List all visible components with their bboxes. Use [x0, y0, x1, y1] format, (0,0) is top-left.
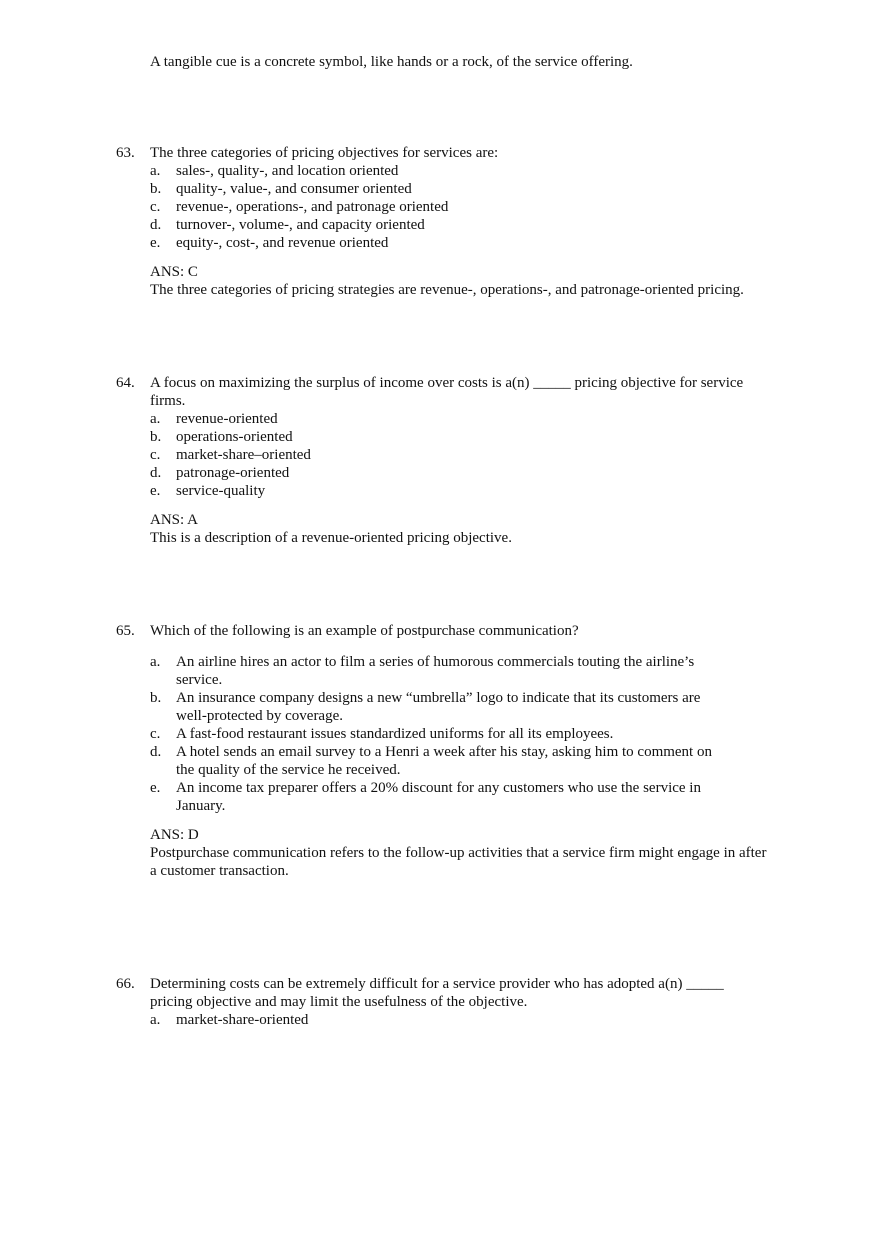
- option-a: [150, 162, 816, 180]
- option-c: [150, 446, 816, 464]
- option-text: quality-, value-, and consumer oriented: [176, 181, 412, 197]
- option-text: revenue-oriented: [176, 411, 278, 427]
- answer-explanation: [150, 281, 816, 299]
- option-letter: e.: [150, 483, 161, 499]
- question-number: 63.: [116, 145, 135, 161]
- answer-key: ANS: C: [150, 264, 198, 280]
- option-text: An airline hires an actor to film a series of humorous commercials touting the airline’s: [176, 654, 695, 670]
- option-letter: c.: [150, 199, 161, 215]
- option-letter: a.: [150, 411, 161, 427]
- option-list: [150, 410, 816, 500]
- question-number: 66.: [116, 976, 135, 992]
- explanation-line: Postpurchase communication refers to the follow-up activities that a service firm might engage in after: [150, 845, 767, 861]
- option-letter: a.: [150, 163, 161, 179]
- question-number: 65.: [116, 623, 135, 639]
- option-b: [150, 428, 816, 446]
- explanation-line-continued: a customer transaction.: [150, 863, 289, 879]
- option-text: revenue-, operations-, and patronage oriented: [176, 199, 449, 215]
- option-text: market-share–oriented: [176, 447, 311, 463]
- option-text: market-share-oriented: [176, 1012, 309, 1028]
- option-c: [150, 725, 816, 743]
- question-64: [116, 374, 816, 547]
- question-stem: A focus on maximizing the surplus of income over costs is a(n) _____ pricing objective for service: [150, 375, 744, 391]
- option-letter: a.: [150, 1012, 161, 1028]
- option-d: [150, 216, 816, 234]
- question-number: 64.: [116, 375, 135, 391]
- option-b: [150, 689, 816, 725]
- option-d: [150, 743, 816, 779]
- option-letter: c.: [150, 726, 161, 742]
- option-text: sales-, quality-, and location oriented: [176, 163, 399, 179]
- option-letter: e.: [150, 780, 161, 796]
- question-stem: The three categories of pricing objectives for services are:: [150, 145, 499, 161]
- answer-block: [150, 263, 816, 299]
- option-text: equity-, cost-, and revenue oriented: [176, 235, 389, 251]
- option-text-continued: well-protected by coverage.: [176, 708, 343, 724]
- option-d: [150, 464, 816, 482]
- option-letter: b.: [150, 690, 162, 706]
- option-letter: e.: [150, 235, 161, 251]
- question-stem-continued: firms.: [150, 393, 186, 409]
- explanation-line: The three categories of pricing strategies are revenue-, operations-, and patronage-oriented pricing.: [150, 282, 744, 298]
- question-63: [116, 144, 816, 299]
- option-a: [150, 653, 816, 689]
- question-65: [116, 622, 816, 880]
- option-letter: d.: [150, 217, 162, 233]
- question-66: [116, 975, 816, 1029]
- option-a: [150, 1011, 816, 1029]
- answer-block: [150, 826, 816, 880]
- option-b: [150, 180, 816, 198]
- explanation-line: A tangible cue is a concrete symbol, like hands or a rock, of the service offering.: [150, 54, 633, 70]
- option-letter: a.: [150, 654, 161, 670]
- option-text: An income tax preparer offers a 20% discount for any customers who use the service in: [176, 780, 701, 796]
- option-text: patronage-oriented: [176, 465, 290, 481]
- option-text: turnover-, volume-, and capacity oriented: [176, 217, 425, 233]
- option-text-continued: service.: [176, 672, 223, 688]
- answer-key: ANS: A: [150, 512, 198, 528]
- option-list: [150, 1011, 816, 1029]
- answer-block: [150, 511, 816, 547]
- answer-key: ANS: D: [150, 827, 199, 843]
- option-text: An insurance company designs a new “umbrella” logo to indicate that its customers are: [176, 690, 701, 706]
- option-text: service-quality: [176, 483, 266, 499]
- option-letter: b.: [150, 429, 162, 445]
- option-letter: d.: [150, 744, 162, 760]
- answer-explanation: [150, 529, 816, 547]
- option-letter: b.: [150, 181, 162, 197]
- option-text-continued: January.: [176, 798, 226, 814]
- option-e: [150, 482, 816, 500]
- option-text: A fast-food restaurant issues standardized uniforms for all its employees.: [176, 726, 614, 742]
- question-stem: Determining costs can be extremely difficult for a service provider who has adopted a(n) _____: [150, 976, 724, 992]
- option-text-continued: the quality of the service he received.: [176, 762, 401, 778]
- option-a: [150, 410, 816, 428]
- option-letter: d.: [150, 465, 162, 481]
- option-c: [150, 198, 816, 216]
- option-text: A hotel sends an email survey to a Henri a week after his stay, asking him to comment on: [176, 744, 712, 760]
- option-list: [150, 653, 816, 815]
- option-text: operations-oriented: [176, 429, 293, 445]
- option-e: [150, 779, 816, 815]
- option-letter: c.: [150, 447, 161, 463]
- explanation-line: This is a description of a revenue-oriented pricing objective.: [150, 530, 512, 546]
- answer-explanation: [150, 844, 816, 880]
- option-e: [150, 234, 816, 252]
- question-stem-continued: pricing objective and may limit the usefulness of the objective.: [150, 994, 528, 1010]
- previous-explanation: [150, 53, 850, 71]
- option-list: [150, 162, 816, 252]
- question-stem: Which of the following is an example of postpurchase communication?: [150, 623, 579, 639]
